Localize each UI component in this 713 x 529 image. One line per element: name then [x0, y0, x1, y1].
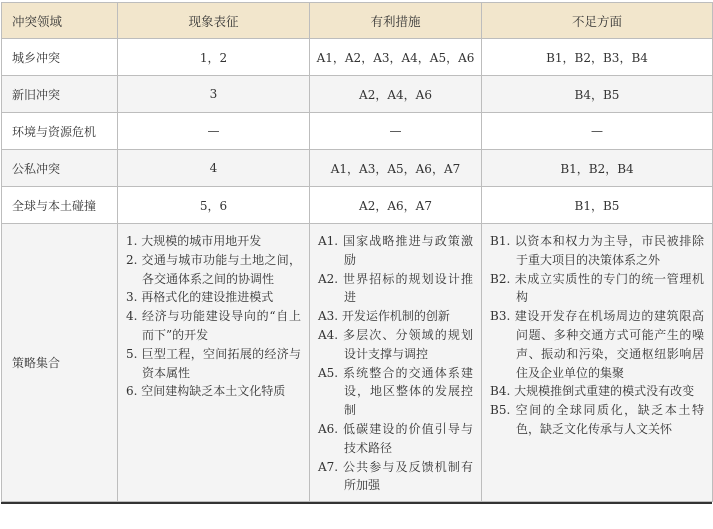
row-field: 城乡冲突 [2, 39, 118, 76]
list-item: A3. 开发运作机制的创新 [318, 309, 450, 324]
list-item: B5. 空间的全球同质化，缺乏本土特色，缺乏文化传承与人文关怀 [490, 403, 704, 436]
list-item: A6. 低碳建设的价值引导与技术路径 [318, 421, 473, 455]
row-deficiency: B1，B2，B4 [482, 150, 713, 187]
row-favorable: A1，A3，A5，A6，A7 [310, 150, 482, 187]
table-row [2, 76, 713, 113]
favorable-list [310, 224, 481, 501]
row-phenomenon: 1，2 [118, 39, 310, 76]
list-item: 6. 空间建构缺乏本土文化特质 [126, 384, 286, 399]
row-deficiency: B1，B5 [482, 187, 713, 224]
list-item: B1. 以资本和权力为主导，市民被排除于重大项目的决策体系之外 [490, 234, 704, 267]
row-field: 新旧冲突 [2, 76, 118, 113]
table-header-row [2, 3, 713, 39]
strategy-row [2, 224, 713, 502]
row-phenomenon: 5，6 [118, 187, 310, 224]
conflict-strategy-table [1, 2, 713, 502]
row-favorable: — [310, 113, 482, 150]
row-favorable: A2，A4，A6 [310, 76, 482, 113]
list-item: B4. 大规模推倒式重建的模式没有改变 [490, 384, 695, 399]
list-item: A1. 国家战略推进与政策激励 [318, 234, 473, 267]
row-deficiency: B4，B5 [482, 76, 713, 113]
header-conflict-field: 冲突领域 [2, 3, 118, 39]
header-favorable-measures: 有利措施 [310, 3, 482, 39]
row-deficiency: — [482, 113, 713, 150]
row-favorable: A2，A6，A7 [310, 187, 482, 224]
row-favorable: A1，A2，A3，A4，A5，A6 [310, 39, 482, 76]
row-phenomenon: 4 [118, 150, 310, 187]
row-phenomenon: — [118, 113, 310, 150]
deficiency-list [482, 224, 712, 445]
row-field: 公私冲突 [2, 150, 118, 187]
list-item: A5. 系统整合的交通体系建设，地区整体的发展控制 [318, 365, 473, 418]
list-item: 4. 经济与功能建设导向的“自上而下”的开发 [126, 309, 301, 342]
bottom-rule [1, 502, 712, 504]
list-item: A4. 多层次、分领域的规划设计支撑与调控 [318, 327, 473, 361]
strategy-deficiency-cell [482, 224, 713, 502]
strategy-favorable-cell [310, 224, 482, 502]
list-item: 2. 交通与城市功能与土地之间，各交通体系之间的协调性 [126, 252, 301, 286]
list-item: B2. 未成立实质性的专门的统一管理机构 [490, 271, 704, 305]
row-deficiency: B1，B2，B3，B4 [482, 39, 713, 76]
table-row [2, 150, 713, 187]
list-item: 3. 再格式化的建设推进模式 [126, 290, 274, 305]
list-item: A2. 世界招标的规划设计推进 [318, 271, 473, 305]
list-item: 1. 大规模的城市用地开发 [126, 234, 262, 248]
strategy-phenomena-cell [118, 224, 310, 502]
phenomena-list [118, 224, 309, 407]
row-field: 环境与资源危机 [2, 113, 118, 150]
header-deficiencies: 不足方面 [482, 3, 713, 39]
table-row [2, 113, 713, 150]
list-item: 5. 巨型工程，空间拓展的经济与资本属性 [126, 346, 301, 380]
header-phenomenon: 现象表征 [118, 3, 310, 39]
table-row [2, 187, 713, 224]
strategy-label: 策略集合 [2, 224, 118, 502]
row-field: 全球与本土碰撞 [2, 187, 118, 224]
list-item: A7. 公共参与及反馈机制有所加强 [318, 459, 473, 493]
row-phenomenon: 3 [118, 76, 310, 113]
table-row [2, 39, 713, 76]
list-item: B3. 建设开发存在机场周边的建筑限高问题、多种交通方式可能产生的噪声、振动和污染，交通枢纽影响居住及企业单位的集聚 [490, 309, 704, 380]
